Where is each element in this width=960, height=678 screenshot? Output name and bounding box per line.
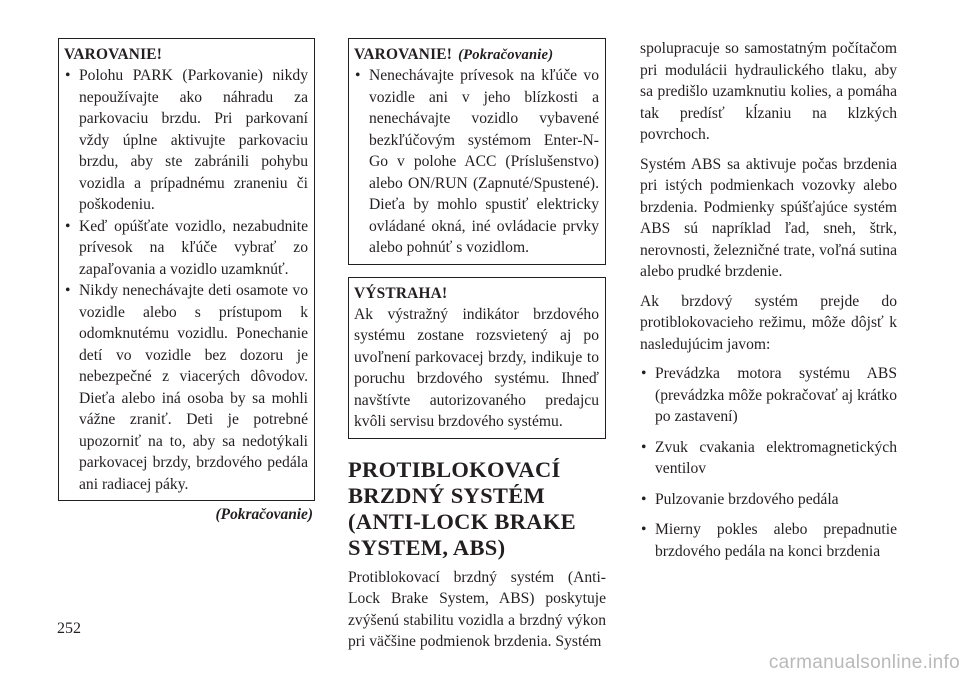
caution-box: [348, 277, 606, 439]
list-item: • Mierny pokles alebo prepadnutie brzdového pedála na konci brzdenia: [640, 519, 897, 562]
warning-item: • Keď opúšťate vozidlo, nezabudnite prívesok na kľúče vybrať zo zapaľovania a vozidlo uzamknúť.: [64, 216, 308, 281]
right-column: [640, 38, 897, 571]
warning-title-continued: [354, 45, 599, 65]
abs-paragraph-3: Ak brzdový systém prejde do protiblokovacieho režimu, môže dôjsť k nasledujúcim javom:: [640, 292, 897, 353]
abs-paragraph-1: spolupracuje so samostatným počítačom pri modulácii hydraulického tlaku, aby sa predišlo uzamknutiu kolies, a pomáha tak predísť kĺzaniu na klzkých povrchoch.: [640, 40, 897, 143]
warning-title: VAROVANIE!: [64, 46, 163, 63]
section-heading: PROTIBLOKOVACÍ BRZDNÝ SYSTÉM (ANTI-LOCK BRAKE SYSTEM, ABS): [348, 456, 576, 560]
warning-box: [58, 38, 315, 501]
caution-text: Ak výstražný indikátor brzdového systému zostane rozsvietený aj po uvoľnení parkovacej brzdy, indikuje to poruchu brzdového systému. Ihneď navštívte autorizovaného predajcu kvôli servisu brzdového systému.: [354, 305, 599, 430]
warning-list: [354, 65, 599, 259]
warning-title-text: VAROVANIE!: [354, 46, 453, 63]
warning-item: • Polohu PARK (Parkovanie) nikdy nepoužívajte ako náhradu za parkovaciu brzdu. Pri parkovaní vždy úplne aktivujte parkovaciu brzdu, aby ste zabránili pohybu vozidla a prípadnému zraneniu či poškodeniu.: [64, 65, 308, 216]
caution-title: VÝSTRAHA!: [354, 284, 448, 302]
watermark: carmanualsonline.info: [768, 652, 960, 673]
page-number: 252: [57, 620, 81, 637]
list-item: • Prevádzka motora systému ABS (prevádzka môže pokračovať aj krátko po zastavení): [640, 363, 897, 428]
warning-item: • Nikdy nenechávajte deti osamote vo vozidle alebo s prístupom k odomknutému vozidlu. Ponechanie detí vo vozidle bez dozoru je nebezpečné z viacerých dôvodov. Dieťa alebo iná osoba by sa mohli vážne zraniť. Deti je potrebné upozorniť na to, aby sa nedotýkali parkovacej brzdy, brzdového pedála ani radiacej páky.: [64, 280, 308, 495]
warning-box-continued: [348, 38, 606, 265]
warning-item: • Nenechávajte prívesok na kľúče vo vozidle ani v jeho blízkosti a nenechávajte vozidlo vybavené bezkľúčovým systémom Enter-N-Go v polohe ACC (Príslušenstvo) alebo ON/RUN (Zapnuté/Spustené). Dieťa by mohlo spustiť elektricky ovládané okná, iné ovládacie prvky alebo pohnúť s vozidlom.: [354, 65, 599, 259]
continued-note: (Pokračovanie): [215, 506, 313, 523]
abs-intro-paragraph: Protiblokovací brzdný systém (Anti-Lock Brake System, ABS) poskytuje zvýšenú stabilitu vozidla a brzdný výkon pri väčšine podmienok brzdenia. Systém: [348, 568, 606, 650]
list-item: • Pulzovanie brzdového pedála: [640, 489, 897, 511]
warning-continued-label: (Pokračovanie): [458, 47, 554, 63]
middle-column: [348, 38, 606, 653]
warning-list: [64, 65, 308, 495]
list-item: • Zvuk cvakania elektromagnetických ventilov: [640, 437, 897, 480]
abs-symptom-list: [640, 363, 897, 562]
left-column: [58, 38, 315, 526]
abs-paragraph-2: Systém ABS sa aktivuje počas brzdenia pri istých podmienkach vozovky alebo brzdenia. Podmienky spúšťajúce systém ABS sú napríklad ľad, sneh, štrk, nerovnosti, železničné trate, voľná sutina alebo prudké brzdenie.: [640, 155, 897, 280]
